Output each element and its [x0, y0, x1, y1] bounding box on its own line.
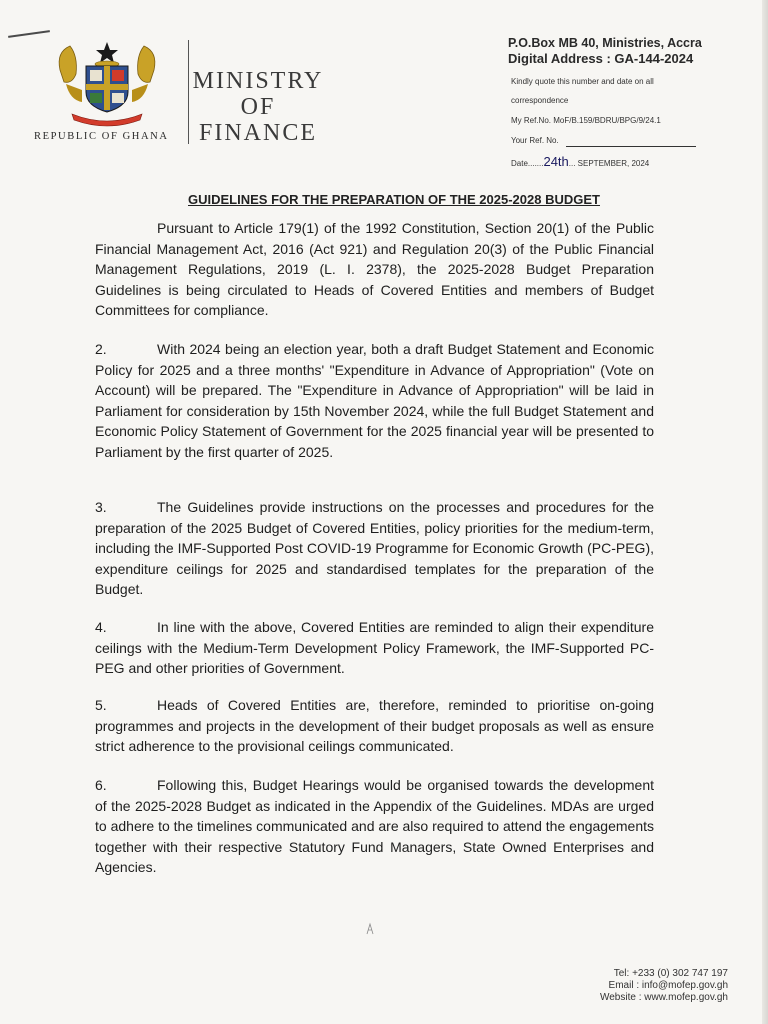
- ministry-line-3: FINANCE: [198, 120, 317, 146]
- date-line: [511, 154, 649, 169]
- paragraph-6: [95, 775, 654, 878]
- paragraph-2-number: 2.: [95, 341, 107, 357]
- your-reference-line: [566, 146, 696, 147]
- paragraph-6-text: Following this, Budget Hearings would be organised towards the development of the 2025-2028 Budget as indicated in the Appendix of the Guidelines. MDAs are urged to adhere to the timelines communicated and are also required to attend the engagements together with their respective Statutory Fund Managers, State Owned Enterprises and Agencies.: [95, 777, 654, 875]
- header-divider: [188, 40, 189, 144]
- ministry-line-1: MINISTRY: [192, 68, 324, 94]
- your-reference-label: Your Ref. No.: [511, 136, 559, 145]
- paragraph-5: [95, 695, 654, 757]
- date-prefix: Date.......: [511, 159, 544, 168]
- page-edge: [762, 0, 768, 1024]
- paragraph-2: [95, 339, 654, 462]
- footer-email: Email : info@mofep.gov.gh: [608, 980, 728, 991]
- paragraph-6-number: 6.: [95, 777, 107, 793]
- date-day-handwritten: 24th: [543, 154, 569, 169]
- paragraph-4-number: 4.: [95, 619, 107, 635]
- paragraph-1: [95, 218, 654, 321]
- republic-of-ghana-text: REPUBLIC OF GHANA: [34, 131, 169, 142]
- paragraph-4-text: In line with the above, Covered Entities are reminded to align their expenditure ceilings with the Medium-Term Development Policy Framework, the IMF-Supported PC-PEG and other priorities of Government.: [95, 619, 654, 676]
- postal-address: P.O.Box MB 40, Ministries, Accra: [508, 36, 702, 50]
- paragraph-3-number: 3.: [95, 499, 107, 515]
- footer-website: Website : www.mofep.gov.gh: [599, 992, 728, 1003]
- document-title: GUIDELINES FOR THE PREPARATION OF THE 2025-2028 BUDGET: [188, 192, 600, 207]
- footer-telephone: Tel: +233 (0) 302 747 197: [613, 968, 728, 979]
- my-reference: My Ref.No. MoF/B.159/BDRU/BPG/9/24.1: [511, 116, 661, 125]
- paragraph-1-text: Pursuant to Article 179(1) of the 1992 Constitution, Section 20(1) of the Public Financial Management Act, 2016 (Act 921) and Regulation 20(3) of the Public Financial Management Regulations, 2019 (L. I. 2378), the 2025-2028 Budget Preparation Guidelines is being circulated to Heads of Covered Entities and members of Budget Committees for compliance.: [95, 220, 654, 318]
- pen-mark: [8, 30, 50, 38]
- date-suffix: ... SEPTEMBER, 2024: [568, 159, 650, 168]
- ministry-of-finance-title: [192, 68, 324, 146]
- pen-scribble-icon: [364, 922, 376, 936]
- paragraph-5-number: 5.: [95, 697, 107, 713]
- ministry-line-2: OF: [240, 94, 276, 120]
- paragraph-4: [95, 617, 654, 679]
- paragraph-5-text: Heads of Covered Entities are, therefore, reminded to prioritise on-going programmes and projects in the development of their budget proposals as well as ensure strict adherence to the provisional ceilings communicated.: [95, 697, 654, 754]
- paragraph-2-text: With 2024 being an election year, both a draft Budget Statement and Economic Policy for 2025 and a three months' "Expenditure in Advance of Appropriation" (Vote on Account) will be prepared. The "Expenditure in Advance of Appropriation" will be laid in Parliament for consideration by 15th November 2024, while the full Budget Statement and Economic Policy Statement of Government for the 2025 financial year will be presented to Parliament by the first quarter of 2025.: [95, 341, 654, 460]
- paragraph-3: [95, 497, 654, 600]
- quote-instruction-2: correspondence: [511, 96, 569, 105]
- digital-address: Digital Address : GA-144-2024: [508, 51, 694, 66]
- ghana-coat-of-arms-icon: [52, 40, 162, 128]
- quote-instruction-1: Kindly quote this number and date on all: [511, 77, 654, 86]
- paragraph-3-text: The Guidelines provide instructions on the processes and procedures for the preparation of the 2025 Budget of Covered Entities, policy priorities for the medium-term, including the IMF-Supported Post COVID-19 Programme for Economic Growth (PC-PEG), expenditure ceilings for 2025 and standardised templates for the preparation of the Budget.: [95, 499, 654, 597]
